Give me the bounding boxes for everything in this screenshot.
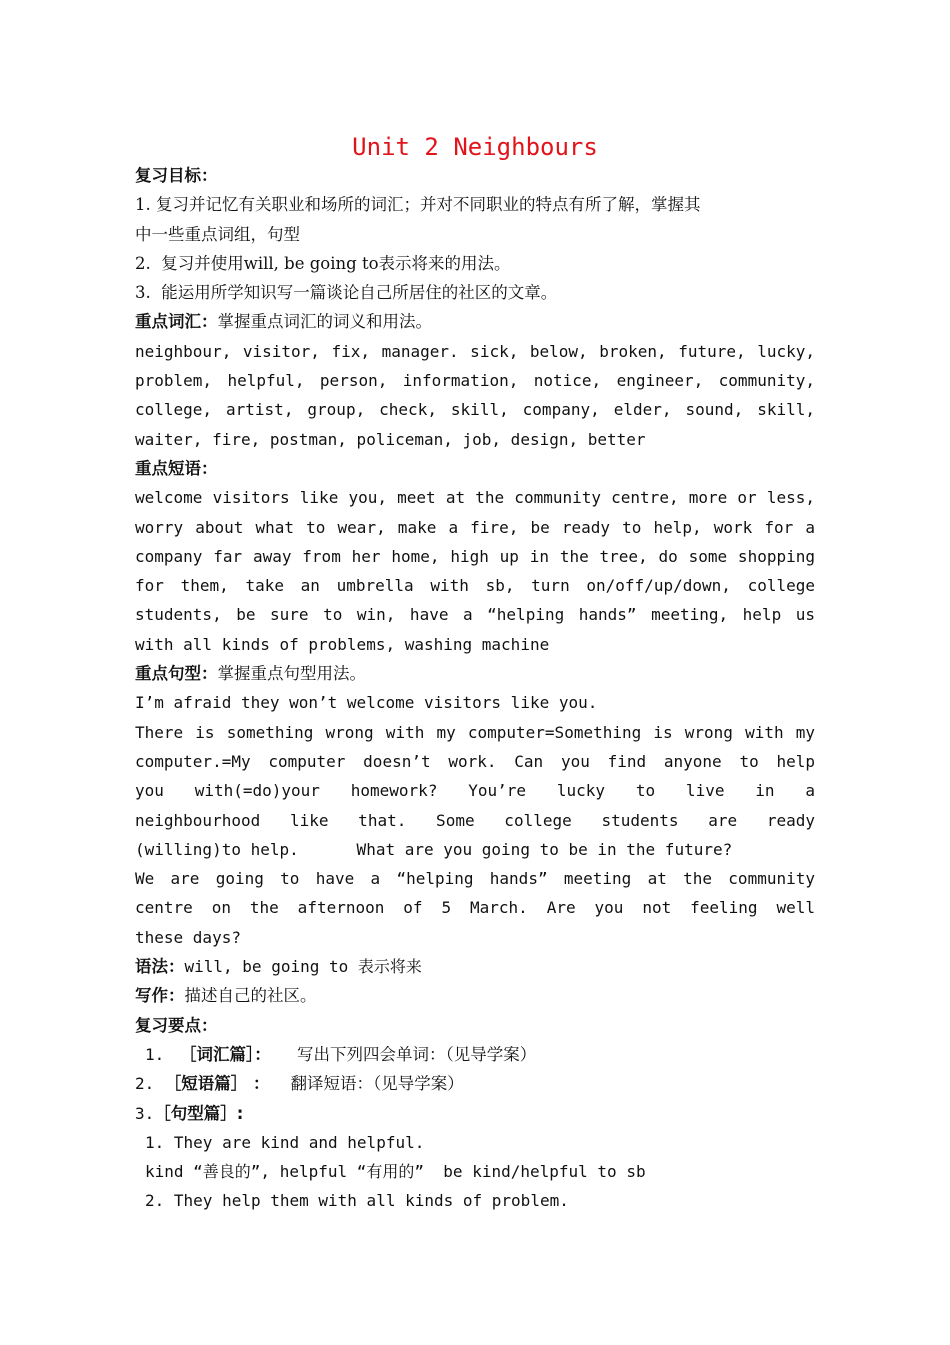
writing-row	[135, 981, 815, 1010]
vocab-desc: 掌握重点词汇的词义和用法。	[217, 312, 432, 332]
goals-heading: 复习目标：	[135, 166, 218, 185]
grammar-row	[135, 952, 815, 981]
document-body	[135, 161, 815, 1216]
sentence-line: (willing)to help. What are you going to be in the future?	[135, 839, 733, 859]
review-item	[135, 1069, 815, 1098]
writing-heading: 写作：	[135, 986, 185, 1006]
phrase-line: for them, take an umbrella with sb, turn on/off/up/down, college	[135, 576, 815, 596]
sentence-line: you with(=do)your homework? You’re lucky to live in a	[135, 781, 815, 801]
vocab-line: neighbour, visitor, fix, manager. sick, below, broken, future, lucky,	[135, 341, 815, 361]
phrase-line: welcome visitors like you, meet at the community centre, more or less,	[135, 488, 815, 508]
sentences-heading: 重点句型：	[135, 664, 218, 684]
goal-line: 2. 复习并使用will, be going to表示将来的用法。	[135, 253, 511, 273]
sentences-row	[135, 659, 815, 688]
vocab-heading: 重点词汇：	[135, 312, 218, 332]
phrase-line: worry about what to wear, make a fire, be ready to help, work for a	[135, 517, 815, 537]
vocab-line: college, artist, group, check, skill, company, elder, sound, skill,	[135, 400, 815, 420]
sentence-line: We are going to have a “helping hands” meeting at the community	[135, 869, 815, 889]
phrase-line: with all kinds of problems, washing machine	[135, 634, 550, 654]
review-item-label: ［句型篇］:	[154, 1103, 244, 1123]
phrase-line: company far away from her home, high up in the tree, do some shopping	[135, 546, 815, 566]
grammar-heading: 语法：	[135, 957, 185, 977]
review-item-number: 2.	[135, 1074, 155, 1094]
review-item-number: 1.	[145, 1044, 165, 1064]
sentence-line: neighbourhood like that. Some college students are ready	[135, 810, 815, 830]
phrases-heading: 重点短语：	[135, 458, 218, 478]
sentence-line: centre on the afternoon of 5 March. Are you not feeling well	[135, 898, 815, 918]
goal-line: 中一些重点词组，句型	[135, 224, 300, 244]
goal-line: 1. 复习并记忆有关职业和场所的词汇；并对不同职业的特点有所了解，掌握其	[135, 195, 701, 215]
review-item-text: 写出下列四会单词：（见导学案）	[297, 1044, 537, 1064]
review-sub-line: 1. They are kind and helpful.	[145, 1132, 425, 1152]
sentence-line: I’m afraid they won’t welcome visitors like you.	[135, 693, 598, 713]
review-item-number: 3.	[135, 1103, 155, 1123]
page-title: Unit 2 Neighbours	[352, 133, 598, 161]
vocab-row	[135, 307, 815, 336]
review-item-text: 翻译短语：（见导学案）	[290, 1074, 464, 1094]
sentences-desc: 掌握重点句型用法。	[217, 664, 366, 684]
grammar-text: will, be going to 表示将来	[184, 957, 422, 977]
review-item-label: ［词汇篇］：	[180, 1044, 271, 1064]
writing-text: 描述自己的社区。	[184, 986, 317, 1006]
phrase-line: students, be sure to win, have a “helping hands” meeting, help us	[135, 605, 815, 625]
review-item-label: ［短语篇］ ：	[164, 1074, 270, 1094]
vocab-line: problem, helpful, person, information, notice, engineer, community,	[135, 371, 815, 391]
sentence-line: computer.=My computer doesn’t work. Can you find anyone to help	[135, 751, 815, 771]
review-sub-line: 2. They help them with all kinds of problem.	[145, 1191, 569, 1211]
review-heading: 复习要点：	[135, 1015, 218, 1035]
goal-line: 3. 能运用所学知识写一篇谈论自己所居住的社区的文章。	[135, 283, 558, 303]
sentence-line: There is something wrong with my computer=Something is wrong with my	[135, 722, 815, 742]
review-item	[135, 1099, 815, 1128]
vocab-line: waiter, fire, postman, policeman, job, design, better	[135, 429, 646, 449]
review-item	[135, 1040, 815, 1069]
review-sub-line: kind “善良的”, helpful “有用的” be kind/helpful to sb	[145, 1162, 646, 1182]
sentence-line: these days?	[135, 927, 241, 947]
